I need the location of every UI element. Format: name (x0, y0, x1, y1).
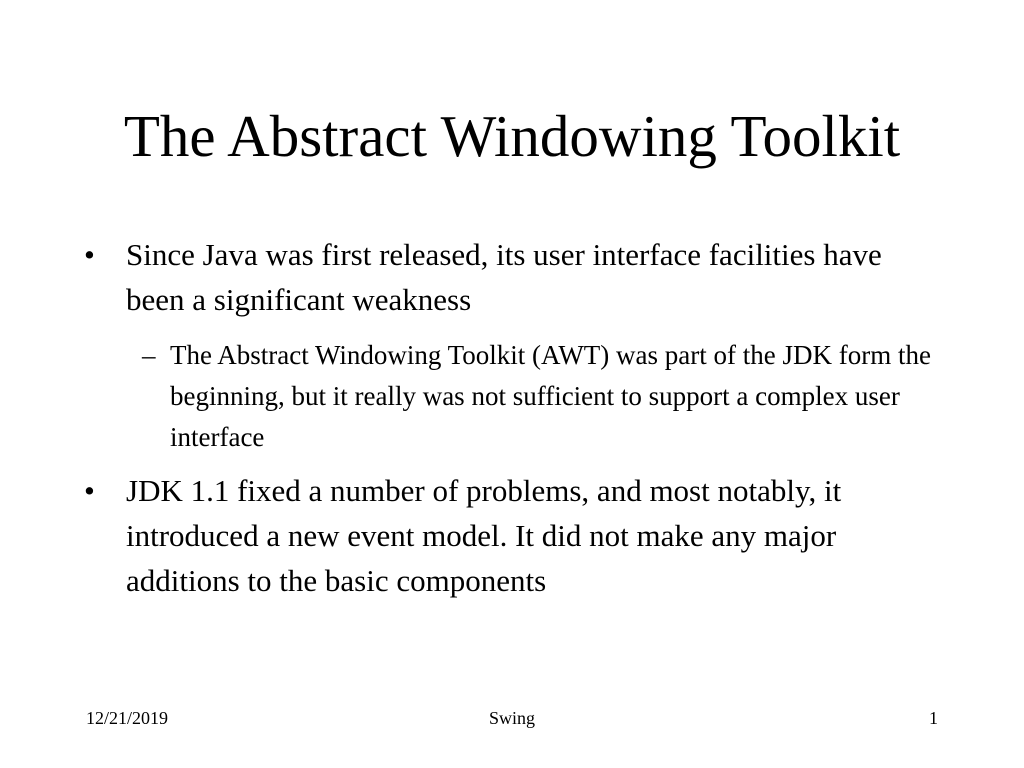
sub-bullet-marker: – (142, 340, 156, 370)
bullet-text: Since Java was first released, its user interface facilities have been a significant weakness (126, 237, 882, 317)
footer-page-number: 1 (929, 708, 938, 728)
slide-title: The Abstract Windowing Toolkit (123, 103, 901, 169)
bullet-marker: • (84, 473, 95, 508)
sub-bullet-item-1 (142, 335, 942, 458)
bullet-item-1 (84, 232, 914, 322)
footer-date: 12/21/2019 (86, 708, 169, 728)
bullet-item-2 (84, 468, 914, 603)
bullet-marker: • (84, 237, 95, 272)
footer-center-text: Swing (488, 708, 535, 728)
sub-bullet-text: The Abstract Windowing Toolkit (AWT) was part of the JDK form the beginning, but it really was not sufficient to support a complex user interface (170, 340, 931, 452)
bullet-text: JDK 1.1 fixed a number of problems, and most notably, it introduced a new event model. It did not make any major additions to the basic components (126, 473, 842, 598)
